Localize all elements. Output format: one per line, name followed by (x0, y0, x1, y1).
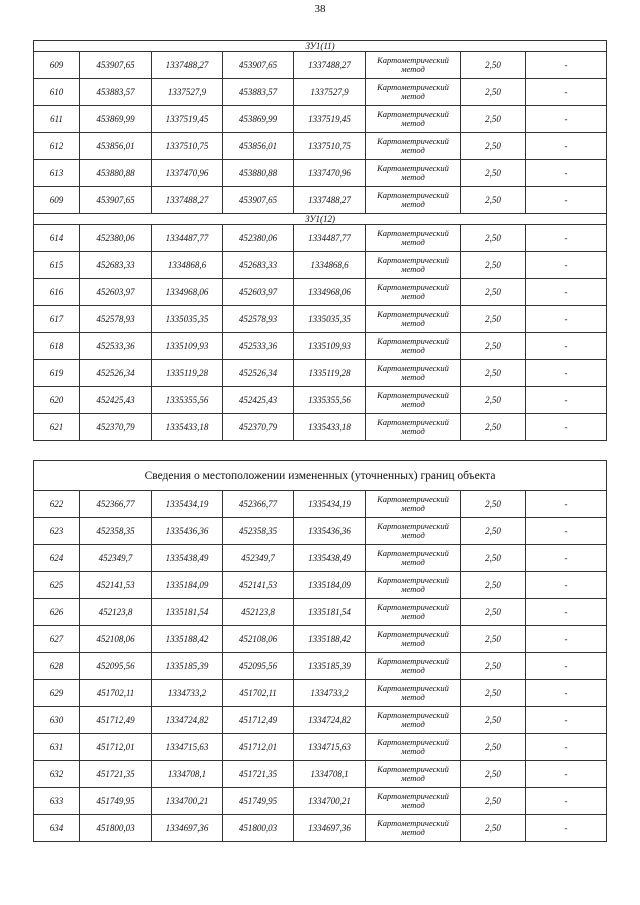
cell-y-new: 1334700,21 (294, 788, 366, 815)
cell-x-old: 451749,95 (80, 788, 152, 815)
cell-y-new: 1335035,35 (294, 306, 366, 333)
cell-y-old: 1335434,19 (152, 491, 223, 518)
cell-y-new: 1337488,27 (294, 187, 366, 214)
cell-y-old: 1335119,28 (152, 360, 223, 387)
cell-note: - (526, 106, 607, 133)
cell-x-new: 452358,35 (223, 518, 294, 545)
cell-y-old: 1337510,75 (152, 133, 223, 160)
cell-note: - (526, 761, 607, 788)
cell-y-old: 1335433,18 (152, 414, 223, 441)
cell-method: Картометрический метод (366, 626, 461, 653)
cell-point-number: 626 (34, 599, 80, 626)
cell-method: Картометрический метод (366, 52, 461, 79)
cell-y-new: 1335438,49 (294, 545, 366, 572)
cell-y-old: 1335438,49 (152, 545, 223, 572)
table-row (34, 653, 607, 680)
cell-note: - (526, 572, 607, 599)
cell-y-new: 1334724,82 (294, 707, 366, 734)
cell-point-number: 619 (34, 360, 80, 387)
cell-y-old: 1334868,6 (152, 252, 223, 279)
table-row (34, 387, 607, 414)
table-row (34, 815, 607, 842)
cell-x-old: 451712,01 (80, 734, 152, 761)
cell-note: - (526, 252, 607, 279)
cell-x-new: 452603,97 (223, 279, 294, 306)
cell-y-new: 1335109,93 (294, 333, 366, 360)
cell-point-number: 630 (34, 707, 80, 734)
cell-method: Картометрический метод (366, 707, 461, 734)
cell-x-new: 452141,53 (223, 572, 294, 599)
cell-y-old: 1334487,77 (152, 225, 223, 252)
cell-accuracy: 2,50 (461, 572, 526, 599)
table-row (34, 160, 607, 187)
table-row (34, 680, 607, 707)
cell-method: Картометрический метод (366, 387, 461, 414)
cell-accuracy: 2,50 (461, 653, 526, 680)
cell-method: Картометрический метод (366, 518, 461, 545)
cell-note: - (526, 788, 607, 815)
cell-method: Картометрический метод (366, 306, 461, 333)
cell-x-old: 451702,11 (80, 680, 152, 707)
cell-point-number: 629 (34, 680, 80, 707)
cell-x-new: 452123,8 (223, 599, 294, 626)
cell-y-new: 1334697,36 (294, 815, 366, 842)
cell-x-new: 452683,33 (223, 252, 294, 279)
table-row (34, 360, 607, 387)
cell-accuracy: 2,50 (461, 599, 526, 626)
cell-y-old: 1334968,06 (152, 279, 223, 306)
cell-accuracy: 2,50 (461, 106, 526, 133)
cell-x-old: 452141,53 (80, 572, 152, 599)
cell-point-number: 621 (34, 414, 80, 441)
cell-method: Картометрический метод (366, 680, 461, 707)
cell-x-old: 453869,99 (80, 106, 152, 133)
cell-x-old: 452578,93 (80, 306, 152, 333)
table-row (34, 333, 607, 360)
cell-x-new: 452108,06 (223, 626, 294, 653)
cell-x-old: 453907,65 (80, 187, 152, 214)
cell-accuracy: 2,50 (461, 545, 526, 572)
cell-y-new: 1335355,56 (294, 387, 366, 414)
cell-note: - (526, 160, 607, 187)
cell-note: - (526, 187, 607, 214)
cell-method: Картометрический метод (366, 599, 461, 626)
cell-method: Картометрический метод (366, 653, 461, 680)
cell-x-old: 452370,79 (80, 414, 152, 441)
cell-note: - (526, 414, 607, 441)
section-label-zu11: ЗУ1(11) (34, 41, 607, 52)
cell-x-old: 451712,49 (80, 707, 152, 734)
cell-x-new: 451749,95 (223, 788, 294, 815)
cell-point-number: 611 (34, 106, 80, 133)
cell-note: - (526, 734, 607, 761)
cell-note: - (526, 387, 607, 414)
cell-y-new: 1337510,75 (294, 133, 366, 160)
cell-y-old: 1334733,2 (152, 680, 223, 707)
cell-accuracy: 2,50 (461, 225, 526, 252)
cell-point-number: 625 (34, 572, 80, 599)
cell-y-new: 1337519,45 (294, 106, 366, 133)
cell-y-new: 1335434,19 (294, 491, 366, 518)
cell-note: - (526, 545, 607, 572)
table-row (34, 707, 607, 734)
cell-note: - (526, 626, 607, 653)
cell-y-new: 1334968,06 (294, 279, 366, 306)
cell-x-old: 452603,97 (80, 279, 152, 306)
cell-accuracy: 2,50 (461, 252, 526, 279)
cell-y-new: 1334708,1 (294, 761, 366, 788)
cell-note: - (526, 815, 607, 842)
cell-y-old: 1335188,42 (152, 626, 223, 653)
cell-point-number: 633 (34, 788, 80, 815)
cell-y-old: 1335185,39 (152, 653, 223, 680)
cell-x-new: 452370,79 (223, 414, 294, 441)
cell-method: Картометрический метод (366, 788, 461, 815)
cell-note: - (526, 599, 607, 626)
table-row (34, 133, 607, 160)
cell-accuracy: 2,50 (461, 279, 526, 306)
cell-note: - (526, 491, 607, 518)
cell-note: - (526, 518, 607, 545)
cell-note: - (526, 707, 607, 734)
page-number: 38 (314, 3, 326, 15)
cell-accuracy: 2,50 (461, 360, 526, 387)
cell-note: - (526, 333, 607, 360)
cell-x-new: 453883,57 (223, 79, 294, 106)
cell-method: Картометрический метод (366, 761, 461, 788)
cell-point-number: 620 (34, 387, 80, 414)
cell-method: Картометрический метод (366, 106, 461, 133)
cell-method: Картометрический метод (366, 491, 461, 518)
cell-method: Картометрический метод (366, 815, 461, 842)
cell-x-old: 452425,43 (80, 387, 152, 414)
coordinates-table-2 (33, 460, 607, 842)
table-row (34, 734, 607, 761)
cell-point-number: 612 (34, 133, 80, 160)
cell-point-number: 624 (34, 545, 80, 572)
cell-method: Картометрический метод (366, 252, 461, 279)
cell-y-new: 1335119,28 (294, 360, 366, 387)
cell-x-old: 452683,33 (80, 252, 152, 279)
cell-point-number: 609 (34, 187, 80, 214)
cell-x-old: 452108,06 (80, 626, 152, 653)
cell-y-new: 1335181,54 (294, 599, 366, 626)
cell-x-old: 453907,65 (80, 52, 152, 79)
cell-y-old: 1335436,36 (152, 518, 223, 545)
cell-y-new: 1337527,9 (294, 79, 366, 106)
cell-accuracy: 2,50 (461, 734, 526, 761)
table-row (34, 106, 607, 133)
cell-point-number: 627 (34, 626, 80, 653)
table-row (34, 252, 607, 279)
table-row (34, 414, 607, 441)
cell-y-old: 1337488,27 (152, 52, 223, 79)
cell-accuracy: 2,50 (461, 761, 526, 788)
cell-y-old: 1337519,45 (152, 106, 223, 133)
cell-point-number: 617 (34, 306, 80, 333)
cell-accuracy: 2,50 (461, 333, 526, 360)
table-row (34, 52, 607, 79)
cell-note: - (526, 79, 607, 106)
table-row (34, 279, 607, 306)
cell-x-old: 453880,88 (80, 160, 152, 187)
cell-method: Картометрический метод (366, 333, 461, 360)
cell-note: - (526, 52, 607, 79)
cell-y-new: 1335185,39 (294, 653, 366, 680)
cell-x-new: 453907,65 (223, 52, 294, 79)
cell-x-old: 451800,03 (80, 815, 152, 842)
cell-method: Картометрический метод (366, 414, 461, 441)
cell-x-new: 451800,03 (223, 815, 294, 842)
cell-x-new: 453856,01 (223, 133, 294, 160)
cell-y-old: 1337488,27 (152, 187, 223, 214)
cell-point-number: 609 (34, 52, 80, 79)
cell-point-number: 634 (34, 815, 80, 842)
cell-note: - (526, 225, 607, 252)
cell-accuracy: 2,50 (461, 387, 526, 414)
cell-y-old: 1337470,96 (152, 160, 223, 187)
cell-y-new: 1335436,36 (294, 518, 366, 545)
cell-x-new: 452526,34 (223, 360, 294, 387)
table-row (34, 518, 607, 545)
cell-method: Картометрический метод (366, 545, 461, 572)
cell-note: - (526, 279, 607, 306)
table-row (34, 306, 607, 333)
cell-accuracy: 2,50 (461, 187, 526, 214)
cell-y-old: 1334708,1 (152, 761, 223, 788)
cell-method: Картометрический метод (366, 279, 461, 306)
cell-point-number: 622 (34, 491, 80, 518)
cell-x-old: 453883,57 (80, 79, 152, 106)
cell-y-old: 1334697,36 (152, 815, 223, 842)
cell-note: - (526, 133, 607, 160)
cell-y-new: 1334733,2 (294, 680, 366, 707)
cell-note: - (526, 653, 607, 680)
cell-x-old: 452380,06 (80, 225, 152, 252)
cell-point-number: 632 (34, 761, 80, 788)
cell-x-old: 452349,7 (80, 545, 152, 572)
cell-point-number: 615 (34, 252, 80, 279)
cell-y-new: 1334487,77 (294, 225, 366, 252)
table-header-boundaries: Сведения о местоположении измененных (уточненных) границ объекта (34, 461, 607, 491)
cell-method: Картометрический метод (366, 133, 461, 160)
cell-x-old: 452526,34 (80, 360, 152, 387)
table-row (34, 545, 607, 572)
cell-y-old: 1337527,9 (152, 79, 223, 106)
cell-y-old: 1335184,09 (152, 572, 223, 599)
cell-method: Картометрический метод (366, 572, 461, 599)
table-row (34, 572, 607, 599)
cell-accuracy: 2,50 (461, 160, 526, 187)
cell-accuracy: 2,50 (461, 626, 526, 653)
cell-x-old: 452123,8 (80, 599, 152, 626)
cell-x-new: 452533,36 (223, 333, 294, 360)
table-row (34, 79, 607, 106)
cell-y-old: 1334724,82 (152, 707, 223, 734)
cell-y-new: 1334715,63 (294, 734, 366, 761)
cell-x-new: 451702,11 (223, 680, 294, 707)
cell-x-new: 452095,56 (223, 653, 294, 680)
cell-method: Картометрический метод (366, 360, 461, 387)
table-row (34, 225, 607, 252)
cell-x-new: 451712,49 (223, 707, 294, 734)
cell-x-new: 453907,65 (223, 187, 294, 214)
table-row (34, 599, 607, 626)
section-label-zu12: ЗУ1(12) (34, 214, 607, 225)
cell-method: Картометрический метод (366, 79, 461, 106)
cell-accuracy: 2,50 (461, 707, 526, 734)
cell-x-old: 452358,35 (80, 518, 152, 545)
cell-x-new: 452366,77 (223, 491, 294, 518)
cell-point-number: 631 (34, 734, 80, 761)
cell-y-old: 1335355,56 (152, 387, 223, 414)
cell-y-new: 1337488,27 (294, 52, 366, 79)
cell-x-new: 451721,35 (223, 761, 294, 788)
cell-x-old: 453856,01 (80, 133, 152, 160)
coordinates-table-1 (33, 40, 607, 441)
cell-accuracy: 2,50 (461, 133, 526, 160)
cell-note: - (526, 360, 607, 387)
cell-point-number: 618 (34, 333, 80, 360)
cell-point-number: 613 (34, 160, 80, 187)
cell-accuracy: 2,50 (461, 52, 526, 79)
cell-x-new: 452425,43 (223, 387, 294, 414)
cell-point-number: 610 (34, 79, 80, 106)
cell-x-new: 452578,93 (223, 306, 294, 333)
cell-accuracy: 2,50 (461, 414, 526, 441)
cell-x-old: 452095,56 (80, 653, 152, 680)
cell-x-old: 452366,77 (80, 491, 152, 518)
cell-y-old: 1335109,93 (152, 333, 223, 360)
cell-x-new: 453869,99 (223, 106, 294, 133)
cell-accuracy: 2,50 (461, 788, 526, 815)
cell-point-number: 616 (34, 279, 80, 306)
cell-accuracy: 2,50 (461, 306, 526, 333)
cell-x-old: 452533,36 (80, 333, 152, 360)
cell-accuracy: 2,50 (461, 491, 526, 518)
cell-x-new: 452380,06 (223, 225, 294, 252)
cell-y-new: 1337470,96 (294, 160, 366, 187)
cell-y-new: 1334868,6 (294, 252, 366, 279)
cell-y-old: 1334715,63 (152, 734, 223, 761)
cell-x-old: 451721,35 (80, 761, 152, 788)
cell-x-new: 453880,88 (223, 160, 294, 187)
cell-accuracy: 2,50 (461, 680, 526, 707)
cell-point-number: 623 (34, 518, 80, 545)
cell-y-old: 1335181,54 (152, 599, 223, 626)
table-row (34, 761, 607, 788)
cell-x-new: 451712,01 (223, 734, 294, 761)
cell-method: Картометрический метод (366, 187, 461, 214)
cell-x-new: 452349,7 (223, 545, 294, 572)
cell-accuracy: 2,50 (461, 79, 526, 106)
cell-note: - (526, 306, 607, 333)
table-row (34, 788, 607, 815)
cell-y-old: 1335035,35 (152, 306, 223, 333)
cell-accuracy: 2,50 (461, 518, 526, 545)
cell-y-new: 1335433,18 (294, 414, 366, 441)
cell-method: Картометрический метод (366, 160, 461, 187)
table-row (34, 491, 607, 518)
cell-method: Картометрический метод (366, 225, 461, 252)
cell-point-number: 614 (34, 225, 80, 252)
cell-note: - (526, 680, 607, 707)
cell-point-number: 628 (34, 653, 80, 680)
table-row (34, 626, 607, 653)
cell-y-new: 1335184,09 (294, 572, 366, 599)
table-row (34, 187, 607, 214)
cell-y-old: 1334700,21 (152, 788, 223, 815)
cell-method: Картометрический метод (366, 734, 461, 761)
cell-accuracy: 2,50 (461, 815, 526, 842)
cell-y-new: 1335188,42 (294, 626, 366, 653)
